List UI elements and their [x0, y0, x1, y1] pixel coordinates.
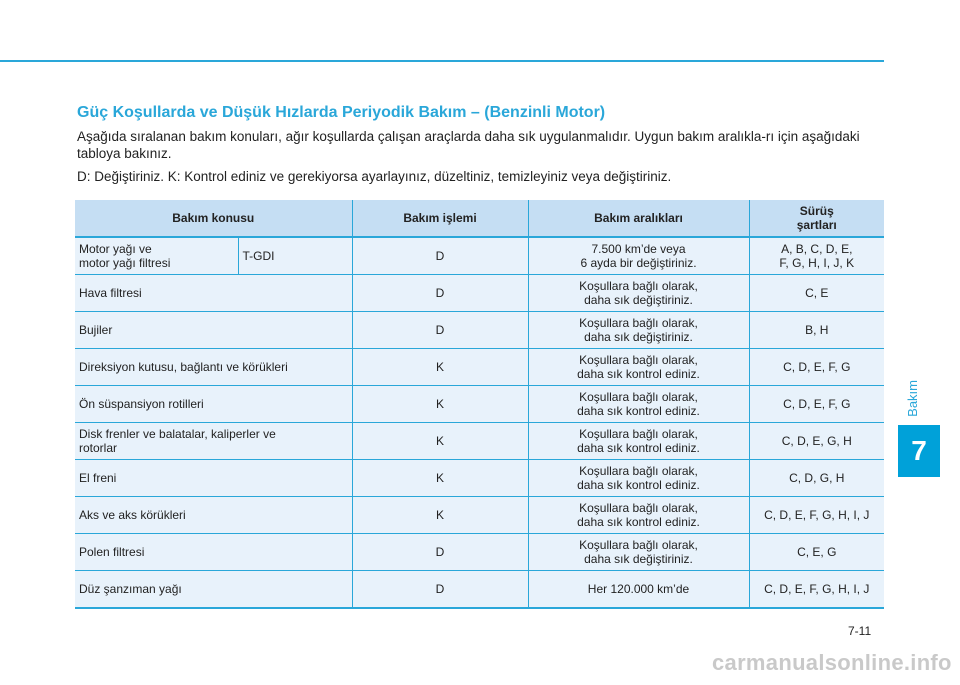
table-row: [75, 349, 884, 386]
row-interval-text: Koşullara bağlı olarak, daha sık kontrol ediniz.: [577, 390, 700, 418]
header-operation: Bakım işlemi: [352, 200, 528, 237]
row-item: Bujiler: [75, 312, 352, 349]
row-conditions: C, D, E, G, H: [749, 423, 884, 460]
chapter-number-tab: 7: [898, 425, 940, 477]
table-row: [75, 534, 884, 571]
row-interval: [528, 497, 749, 534]
row-interval: [528, 386, 749, 423]
header-interval: Bakım aralıkları: [528, 200, 749, 237]
row-interval-text: 7.500 km’de veya 6 ayda bir değiştiriniz.: [580, 242, 697, 270]
table-row: [75, 275, 884, 312]
watermark: carmanualsonline.info: [712, 650, 952, 675]
row-interval: [528, 460, 749, 497]
row-conditions: C, D, G, H: [749, 460, 884, 497]
row-conditions-text: A, B, C, D, E, F, G, H, I, J, K: [779, 242, 855, 270]
row-interval: Her 120.000 km’de: [528, 571, 749, 609]
row-interval-text: Koşullara bağlı olarak, daha sık kontrol ediniz.: [577, 427, 700, 455]
row-conditions: C, D, E, F, G: [749, 349, 884, 386]
row-interval: [528, 275, 749, 312]
row-operation: K: [352, 349, 528, 386]
row-item: [75, 423, 352, 460]
row-operation: D: [352, 571, 528, 609]
row-conditions: C, D, E, F, G, H, I, J: [749, 497, 884, 534]
row-interval: [528, 534, 749, 571]
row-item: Aks ve aks körükleri: [75, 497, 352, 534]
row-operation: D: [352, 275, 528, 312]
row-item: Ön süspansiyon rotilleri: [75, 386, 352, 423]
row-interval-text: Koşullara bağlı olarak, daha sık değiştiriniz.: [579, 538, 698, 566]
section-side-label: Bakım: [905, 380, 920, 417]
legend-paragraph: D: Değiştiriniz. K: Kontrol ediniz ve gerekiyorsa ayarlayınız, düzeltiniz, temizleyiniz veya değiştiriniz.: [77, 169, 672, 184]
row-interval: [528, 423, 749, 460]
row-item: [75, 237, 238, 275]
row-item: Polen filtresi: [75, 534, 352, 571]
row-operation: D: [352, 534, 528, 571]
row-interval-text: Koşullara bağlı olarak, daha sık değiştiriniz.: [579, 279, 698, 307]
row-operation: K: [352, 423, 528, 460]
row-conditions: C, E, G: [749, 534, 884, 571]
row-conditions: C, E: [749, 275, 884, 312]
table-row: [75, 312, 884, 349]
page-number: 7-11: [848, 624, 872, 638]
table-header-row: [75, 200, 884, 237]
table-row: [75, 571, 884, 609]
row-item-text: Disk frenler ve balatalar, kaliperler ve rotorlar: [79, 427, 276, 455]
row-interval: [528, 312, 749, 349]
table-row: [75, 497, 884, 534]
top-rule: [0, 60, 884, 62]
header-conditions: [749, 200, 884, 237]
table-row: [75, 460, 884, 497]
row-conditions: B, H: [749, 312, 884, 349]
row-interval-text: Koşullara bağlı olarak, daha sık kontrol ediniz.: [577, 353, 700, 381]
header-conditions-text: Sürüş şartları: [796, 204, 837, 232]
row-item: Düz şanzıman yağı: [75, 571, 352, 609]
table-row: [75, 423, 884, 460]
row-conditions: C, D, E, F, G, H, I, J: [749, 571, 884, 609]
row-engine: T-GDI: [238, 237, 352, 275]
section-heading: Güç Koşullarda ve Düşük Hızlarda Periyodik Bakım – (Benzinli Motor): [77, 104, 606, 121]
table-row: [75, 386, 884, 423]
row-item: Hava filtresi: [75, 275, 352, 312]
header-item: Bakım konusu: [75, 200, 352, 237]
row-item: Direksiyon kutusu, bağlantı ve körükleri: [75, 349, 352, 386]
row-operation: D: [352, 237, 528, 275]
row-interval-text: Koşullara bağlı olarak, daha sık değiştiriniz.: [579, 316, 698, 344]
row-interval: [528, 349, 749, 386]
row-operation: K: [352, 386, 528, 423]
row-item: El freni: [75, 460, 352, 497]
row-interval-text: Koşullara bağlı olarak, daha sık kontrol ediniz.: [577, 501, 700, 529]
row-conditions: C, D, E, F, G: [749, 386, 884, 423]
row-interval-text: Koşullara bağlı olarak, daha sık kontrol ediniz.: [577, 464, 700, 492]
row-interval: [528, 237, 749, 275]
row-conditions: [749, 237, 884, 275]
table-row: [75, 237, 884, 275]
intro-paragraph: Aşağıda sıralanan bakım konuları, ağır koşullarda çalışan araçlarda daha sık uygulanmalıdır. Uygun bakım aralıkla-rı için aşağıdaki tabloya bakınız.: [77, 129, 860, 161]
row-operation: K: [352, 460, 528, 497]
row-operation: D: [352, 312, 528, 349]
row-item-text: Motor yağı ve motor yağı filtresi: [79, 242, 171, 270]
maintenance-table: [75, 200, 884, 609]
row-operation: K: [352, 497, 528, 534]
